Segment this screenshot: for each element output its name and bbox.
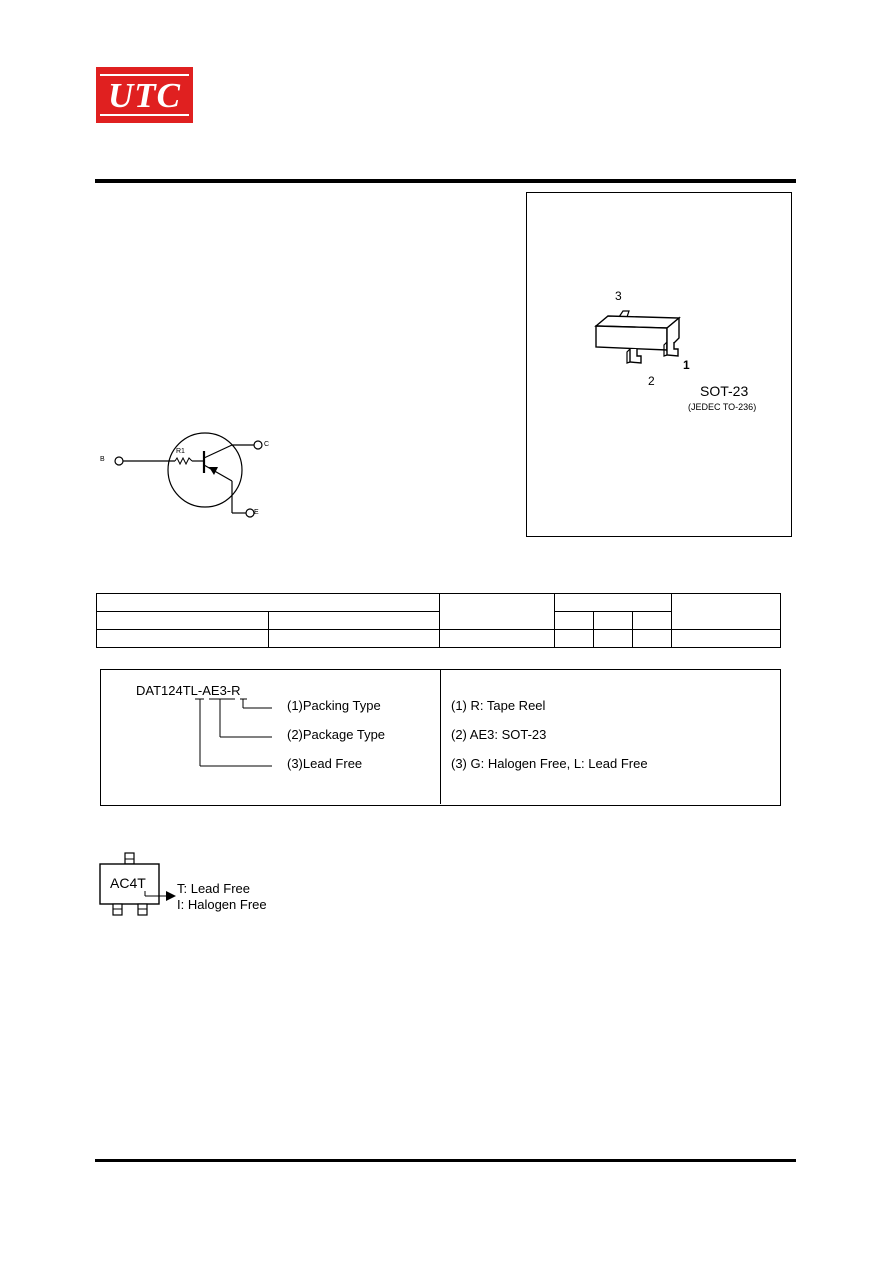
table-cell <box>672 630 781 648</box>
table-cell <box>633 630 672 648</box>
pin2-label: 2 <box>648 374 655 388</box>
field-label-lead-free: (3)Lead Free <box>287 756 363 771</box>
field-desc-packing: (1) R: Tape Reel <box>451 698 546 713</box>
table-cell <box>594 612 633 630</box>
resistor-label: R1 <box>176 448 185 455</box>
part-number-leader-lines <box>190 698 290 770</box>
collector-label: C <box>264 441 270 448</box>
header-rule <box>95 179 796 183</box>
table-cell <box>440 594 555 630</box>
table-cell <box>555 630 594 648</box>
field-desc-package: (2) AE3: SOT-23 <box>451 727 547 742</box>
table-cell <box>555 612 594 630</box>
footer-rule <box>95 1159 796 1162</box>
part-number: DAT124TL-AE3-R <box>136 683 241 698</box>
emitter-label: E <box>254 509 259 516</box>
ordering-info-table <box>96 593 781 648</box>
marking-legend-lead-free: T: Lead Free <box>177 881 250 896</box>
table-header-row <box>97 594 781 612</box>
marking-legend-halogen-free: I: Halogen Free <box>177 897 267 912</box>
table-cell <box>633 612 672 630</box>
sot23-package-drawing <box>586 300 696 380</box>
table-cell <box>97 630 269 648</box>
base-label: B <box>100 456 105 463</box>
table-cell <box>97 594 440 612</box>
package-name: SOT-23 <box>700 383 749 399</box>
table-cell <box>269 612 440 630</box>
table-cell <box>440 630 555 648</box>
package-standard: (JEDEC TO-236) <box>688 402 757 412</box>
table-cell <box>555 594 672 612</box>
table-row <box>97 630 781 648</box>
table-cell <box>269 630 440 648</box>
logo-text: UTC <box>108 75 181 115</box>
pin1-label: 1 <box>683 358 690 372</box>
pin3-label: 3 <box>615 289 622 303</box>
field-label-package: (2)Package Type <box>287 727 386 742</box>
field-label-packing: (1)Packing Type <box>287 698 381 713</box>
marking-code: AC4T <box>110 875 146 891</box>
table-cell <box>594 630 633 648</box>
table-cell <box>97 612 269 630</box>
equivalent-circuit-schematic <box>110 425 270 525</box>
utc-logo <box>96 67 193 123</box>
table-cell <box>672 594 781 630</box>
decode-divider <box>440 669 441 804</box>
field-desc-lead-free: (3) G: Halogen Free, L: Lead Free <box>451 756 648 771</box>
